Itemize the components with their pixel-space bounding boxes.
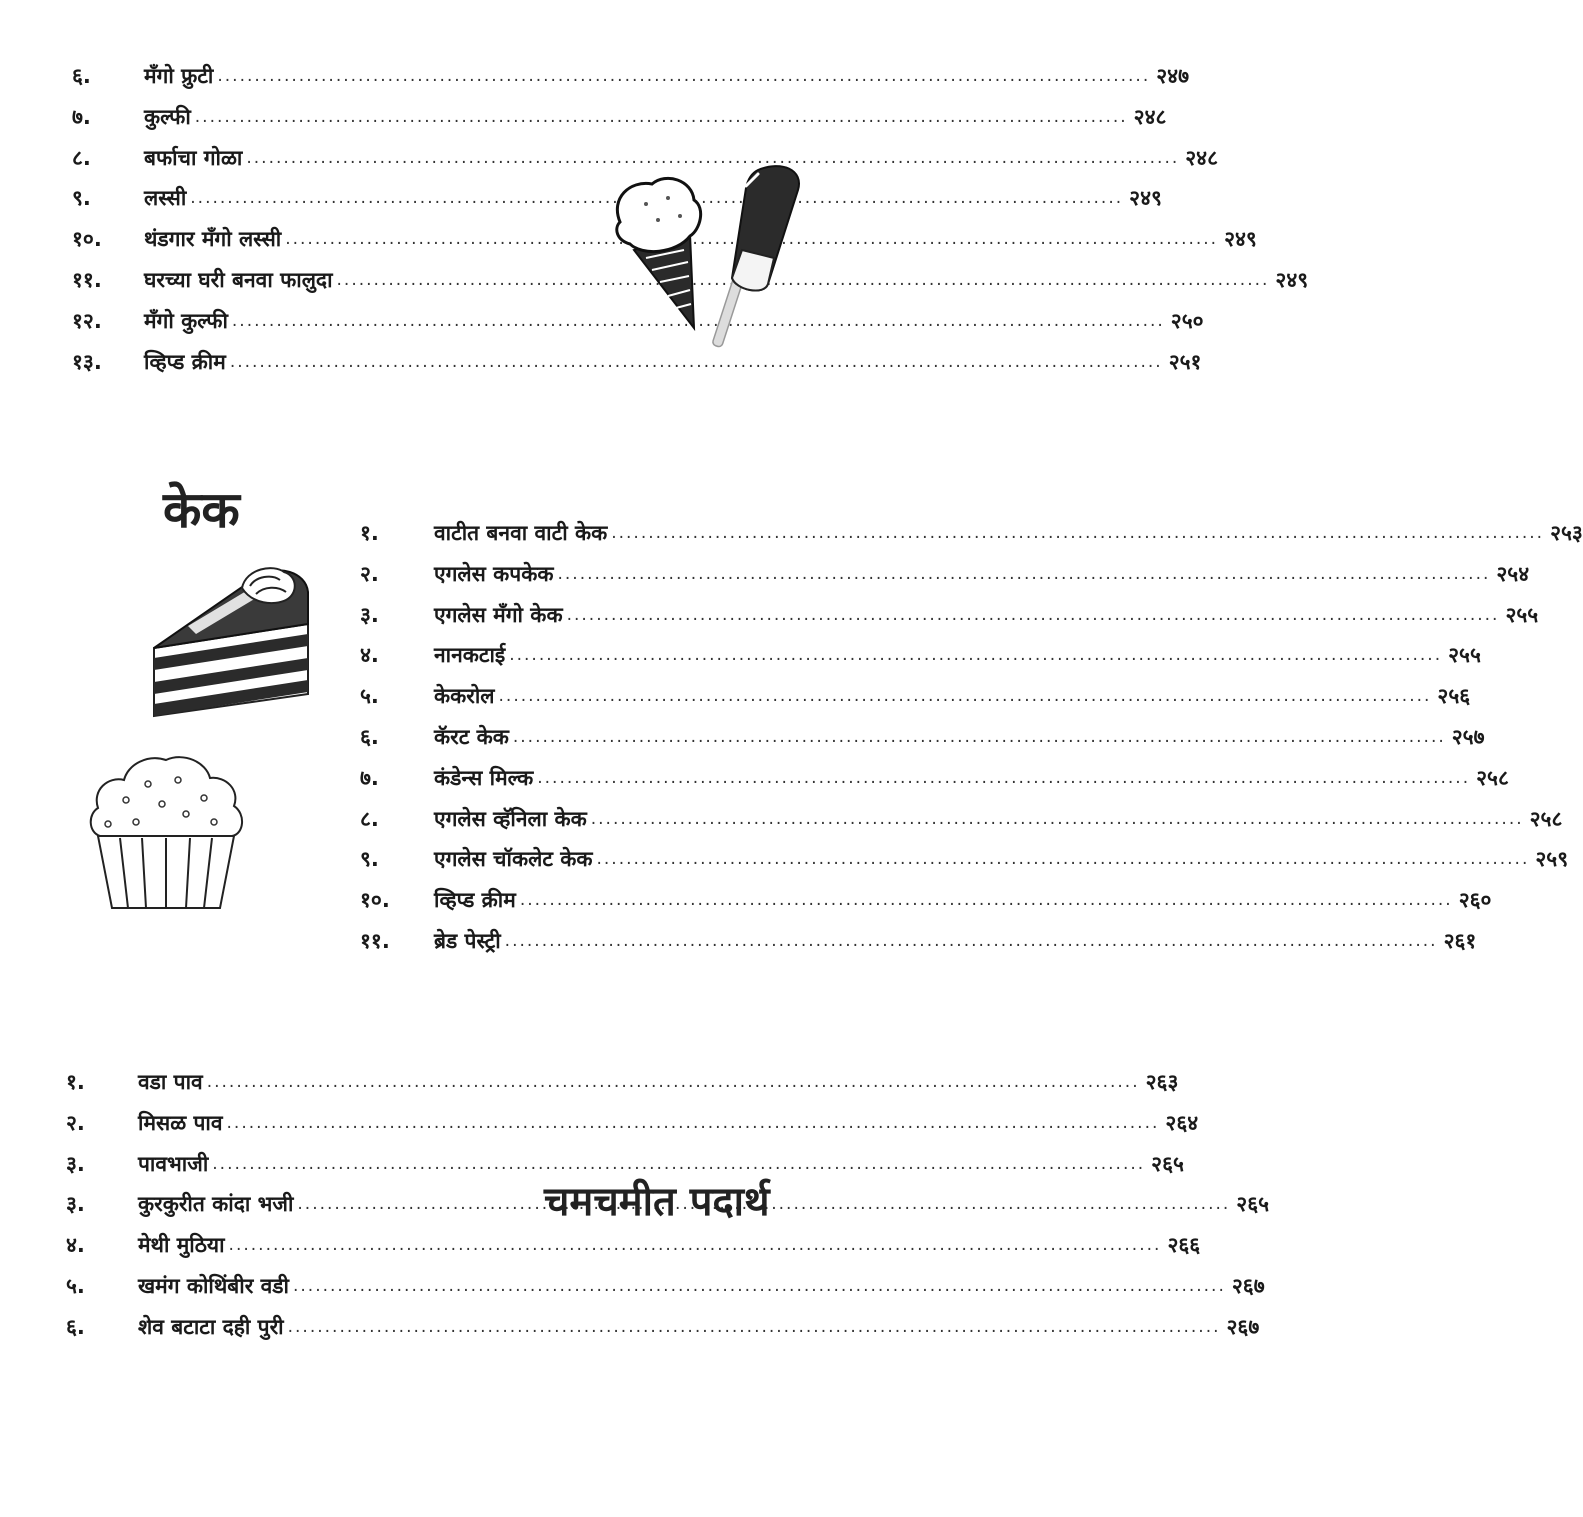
entry-title: कॅरट केक bbox=[434, 724, 509, 749]
entry-page: २५१ bbox=[1168, 349, 1202, 374]
entry-title: मेथी मुठिया bbox=[138, 1233, 225, 1258]
entry-page: २६० bbox=[1458, 888, 1492, 913]
entry-number: ३. bbox=[66, 1192, 85, 1217]
entry-page: २६१ bbox=[1443, 928, 1477, 953]
entry-title: लस्सी bbox=[144, 186, 187, 211]
entry-page: २४९ bbox=[1275, 267, 1309, 292]
entry-number: ३. bbox=[360, 602, 379, 627]
entry-number: ४. bbox=[360, 643, 379, 668]
entry-number: २. bbox=[360, 561, 379, 586]
entry-title: खमंग कोथिंबीर वडी bbox=[138, 1273, 289, 1298]
entry-title: मिसळ पाव bbox=[138, 1110, 223, 1135]
entry-title: कुल्फी bbox=[144, 104, 191, 129]
ice-cream-cone-icon bbox=[617, 178, 701, 328]
entry-number: १. bbox=[360, 521, 379, 545]
dot-leader bbox=[293, 1266, 1226, 1307]
dot-leader bbox=[611, 513, 1544, 554]
entry-number: ७. bbox=[72, 104, 91, 129]
entry-number: ९. bbox=[72, 186, 91, 211]
entry-title: व्हिप्ड क्रीम bbox=[144, 349, 226, 374]
entry-page: २५८ bbox=[1476, 765, 1509, 790]
entry-page: २६७ bbox=[1231, 1273, 1265, 1298]
entry-page: २५९ bbox=[1535, 847, 1569, 872]
entry-page: २४८ bbox=[1133, 104, 1167, 129]
entry-page: २६७ bbox=[1226, 1314, 1260, 1339]
entry-number: १०. bbox=[360, 888, 390, 913]
entry-title: व्हिप्ड क्रीम bbox=[434, 888, 516, 913]
entry-title: केकरोल bbox=[434, 684, 495, 709]
dot-leader bbox=[596, 839, 1529, 880]
dot-leader bbox=[537, 758, 1470, 799]
entry-number: १. bbox=[66, 1070, 85, 1094]
entry-page: २४७ bbox=[1156, 64, 1190, 88]
entry-number: ७. bbox=[360, 765, 379, 790]
dot-leader bbox=[288, 1307, 1221, 1348]
section-heading-snacks: चमचमीत पदार्थ bbox=[544, 1179, 770, 1225]
cake-slice-illustration bbox=[148, 562, 314, 718]
popsicle-icon bbox=[712, 166, 799, 348]
entry-title: वाटीत बनवा वाटी केक bbox=[434, 521, 608, 545]
entry-number: ८. bbox=[360, 806, 379, 831]
dot-leader bbox=[227, 1103, 1160, 1144]
entry-title: ब्रेड पेस्ट्री bbox=[434, 928, 501, 953]
dot-leader bbox=[520, 880, 1453, 921]
entry-page: २६५ bbox=[1236, 1192, 1270, 1217]
entry-title: थंडगार मँगो लस्सी bbox=[144, 227, 282, 252]
entry-title: शेव बटाटा दही पुरी bbox=[138, 1314, 284, 1339]
dot-leader bbox=[229, 1225, 1162, 1266]
entry-number: ५. bbox=[66, 1273, 85, 1298]
entry-title: पावभाजी bbox=[138, 1151, 209, 1176]
entry-page: २५६ bbox=[1437, 684, 1471, 709]
entry-page: २५० bbox=[1170, 308, 1204, 333]
entry-number: ८. bbox=[72, 145, 91, 170]
entry-title: बर्फाचा गोळा bbox=[144, 145, 243, 170]
entry-title: मँगो कुल्फी bbox=[144, 308, 228, 333]
section-heading-cake: केक bbox=[163, 481, 240, 539]
dot-leader bbox=[499, 676, 1432, 717]
entry-page: २६६ bbox=[1167, 1233, 1201, 1258]
entry-number: १२. bbox=[72, 308, 102, 333]
cupcake-icon bbox=[91, 757, 242, 908]
entry-title: कंडेन्स मिल्क bbox=[434, 765, 534, 790]
entry-page: २५८ bbox=[1529, 806, 1563, 831]
entry-page: २५३ bbox=[1550, 521, 1583, 545]
dot-leader bbox=[558, 554, 1491, 595]
entry-number: ११. bbox=[360, 928, 390, 953]
entry-number: ६. bbox=[66, 1314, 85, 1339]
entry-number: ११. bbox=[72, 267, 102, 292]
entry-title: एगलेस व्हॅनिला केक bbox=[434, 806, 587, 831]
entry-title: एगलेस कपकेक bbox=[434, 561, 554, 586]
entry-number: ६. bbox=[360, 724, 379, 749]
entry-number: ५. bbox=[360, 684, 379, 709]
ice-cream-illustration bbox=[596, 158, 808, 348]
entry-page: २५४ bbox=[1496, 561, 1530, 586]
entry-page: २५५ bbox=[1505, 602, 1539, 627]
dot-leader bbox=[207, 1062, 1140, 1103]
entry-number: १३. bbox=[72, 349, 102, 374]
entry-page: २५७ bbox=[1451, 724, 1485, 749]
entry-page: २६४ bbox=[1165, 1110, 1199, 1135]
cupcake-illustration bbox=[86, 744, 246, 912]
dot-leader bbox=[567, 595, 1500, 636]
entry-title: वडा पाव bbox=[138, 1070, 203, 1094]
entry-title: नानकटाई bbox=[434, 643, 506, 668]
entry-title: कुरकुरीत कांदा भजी bbox=[138, 1192, 294, 1217]
entry-title: एगलेस चॉकलेट केक bbox=[434, 847, 593, 872]
dot-leader bbox=[591, 799, 1524, 840]
entry-page: २४९ bbox=[1129, 186, 1162, 211]
entry-number: ४. bbox=[66, 1233, 85, 1258]
dot-leader bbox=[509, 635, 1442, 676]
entry-number: २. bbox=[66, 1110, 85, 1135]
cake-slice-icon bbox=[154, 568, 308, 716]
entry-page: २४८ bbox=[1185, 145, 1219, 170]
entry-number: ३. bbox=[66, 1151, 85, 1176]
entry-page: २६५ bbox=[1151, 1151, 1184, 1176]
entry-number: १०. bbox=[72, 227, 102, 252]
entry-title: मँगो फ्रुटी bbox=[144, 64, 214, 88]
entry-page: २६३ bbox=[1145, 1070, 1179, 1094]
dot-leader bbox=[505, 921, 1438, 962]
entry-page: २४९ bbox=[1224, 227, 1257, 252]
dot-leader bbox=[513, 717, 1446, 758]
entry-number: ९. bbox=[360, 847, 379, 872]
entry-title: एगलेस मँगो केक bbox=[434, 602, 563, 627]
dot-leader bbox=[195, 97, 1128, 138]
dot-leader bbox=[217, 56, 1150, 97]
entry-page: २५५ bbox=[1448, 643, 1481, 668]
entry-title: घरच्या घरी बनवा फालुदा bbox=[144, 267, 333, 292]
entry-number: ६. bbox=[72, 64, 91, 88]
